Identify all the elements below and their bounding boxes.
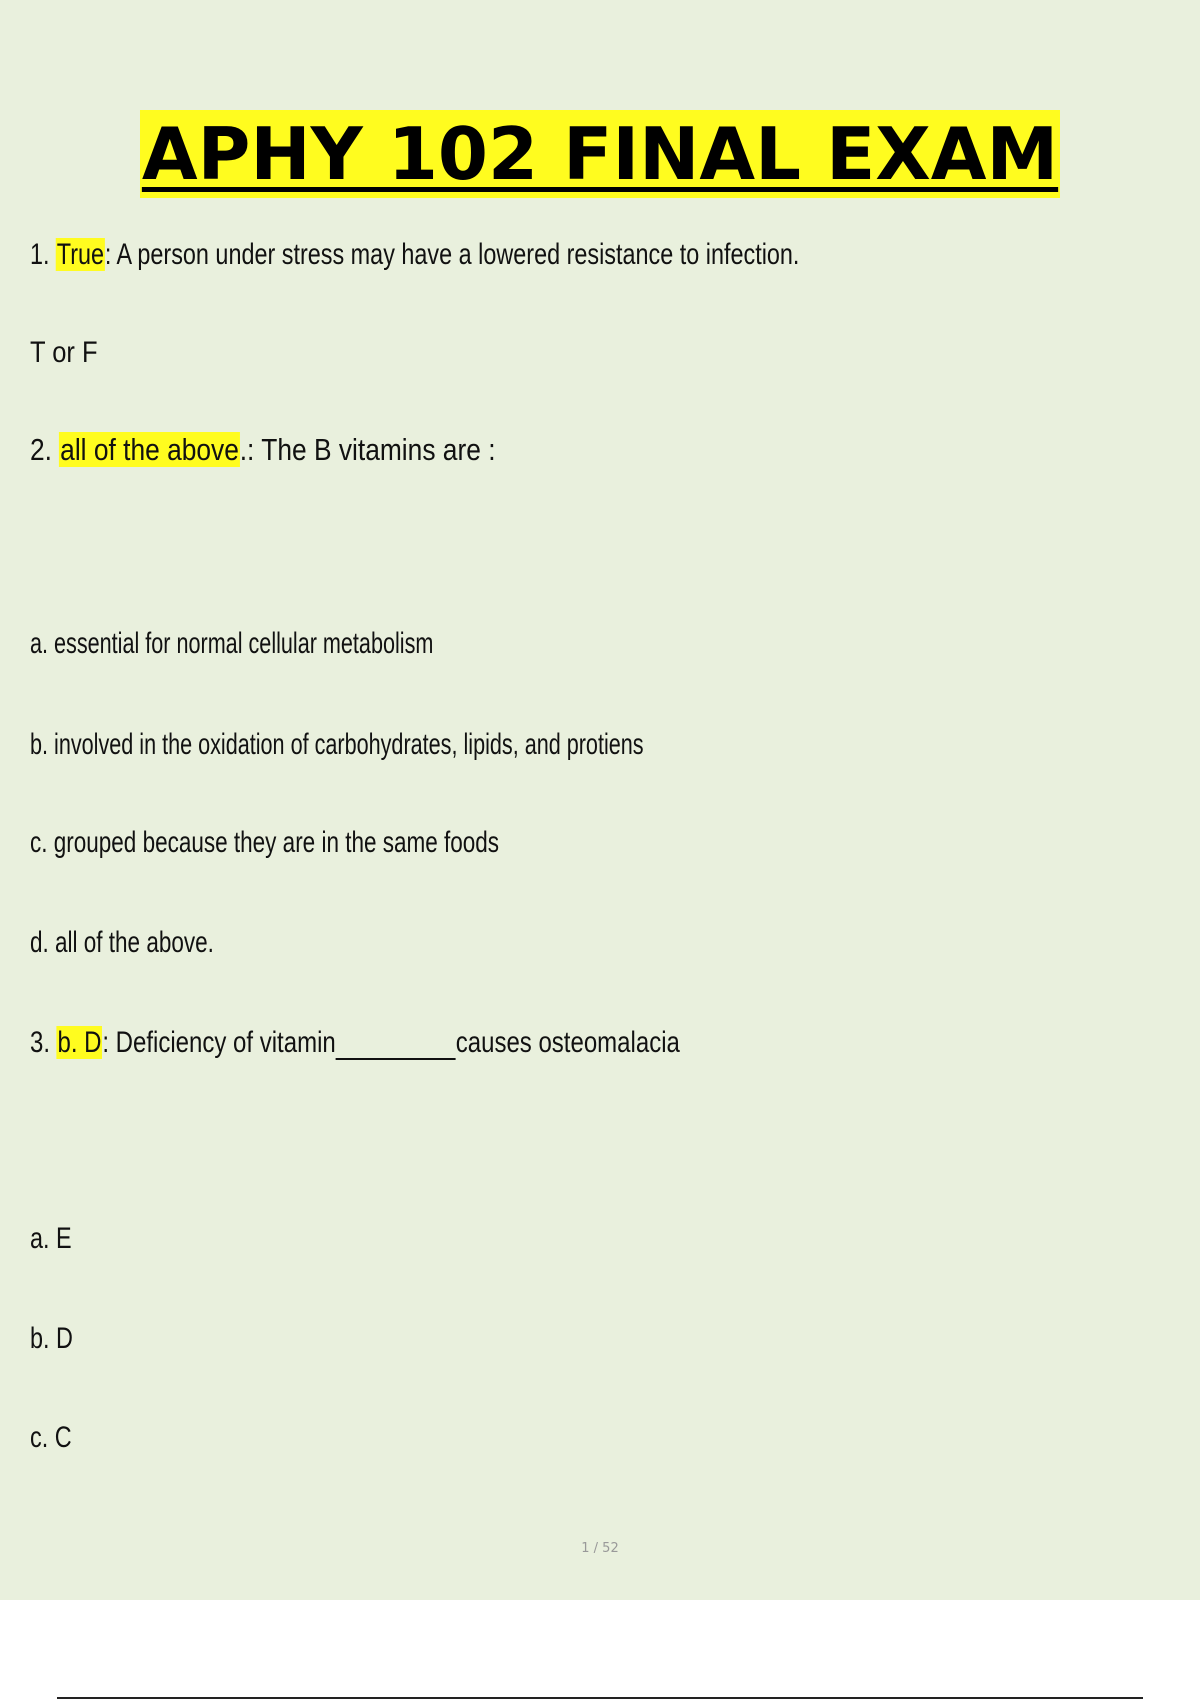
highlighted-answer: True xyxy=(56,238,105,271)
page-indicator: 1 / 52 xyxy=(581,1541,619,1556)
question-1 xyxy=(30,238,1016,272)
question-3 xyxy=(30,1026,842,1060)
list-item: c. C xyxy=(30,1421,72,1454)
question-text-continued: causes osteomalacia xyxy=(455,1026,680,1059)
question-text: A person under stress may have a lowered resistance to infection. xyxy=(111,238,800,271)
list-item: a. essential for normal cellular metabolism xyxy=(30,627,434,660)
page-title: APHY 102 FINAL EXAM xyxy=(141,112,1059,196)
question-2 xyxy=(30,432,578,468)
answer-separator: .: xyxy=(239,432,255,467)
list-item: a. E xyxy=(30,1222,72,1255)
answer-separator: : xyxy=(104,238,112,271)
list-item: b. D xyxy=(30,1322,73,1355)
answer-separator: : xyxy=(102,1026,109,1059)
question-number: 2. xyxy=(30,432,52,467)
question-number: 1. xyxy=(30,238,50,271)
list-item: d. all of the above. xyxy=(30,926,214,959)
list-item: b. involved in the oxidation of carbohydrates, lipids, and protiens xyxy=(30,728,644,761)
list-item: c. grouped because they are in the same foods xyxy=(30,826,500,859)
true-false-note: T or F xyxy=(30,336,98,369)
fill-in-blank xyxy=(336,1030,456,1060)
question-text: Deficiency of vitamin xyxy=(109,1026,336,1059)
question-number: 3. xyxy=(30,1026,51,1059)
highlighted-answer: b. D xyxy=(57,1026,102,1059)
highlighted-answer: all of the above xyxy=(60,432,239,467)
page-divider xyxy=(57,1697,1143,1699)
title-wrapper xyxy=(0,110,1200,198)
question-text: The B vitamins are : xyxy=(254,432,496,467)
